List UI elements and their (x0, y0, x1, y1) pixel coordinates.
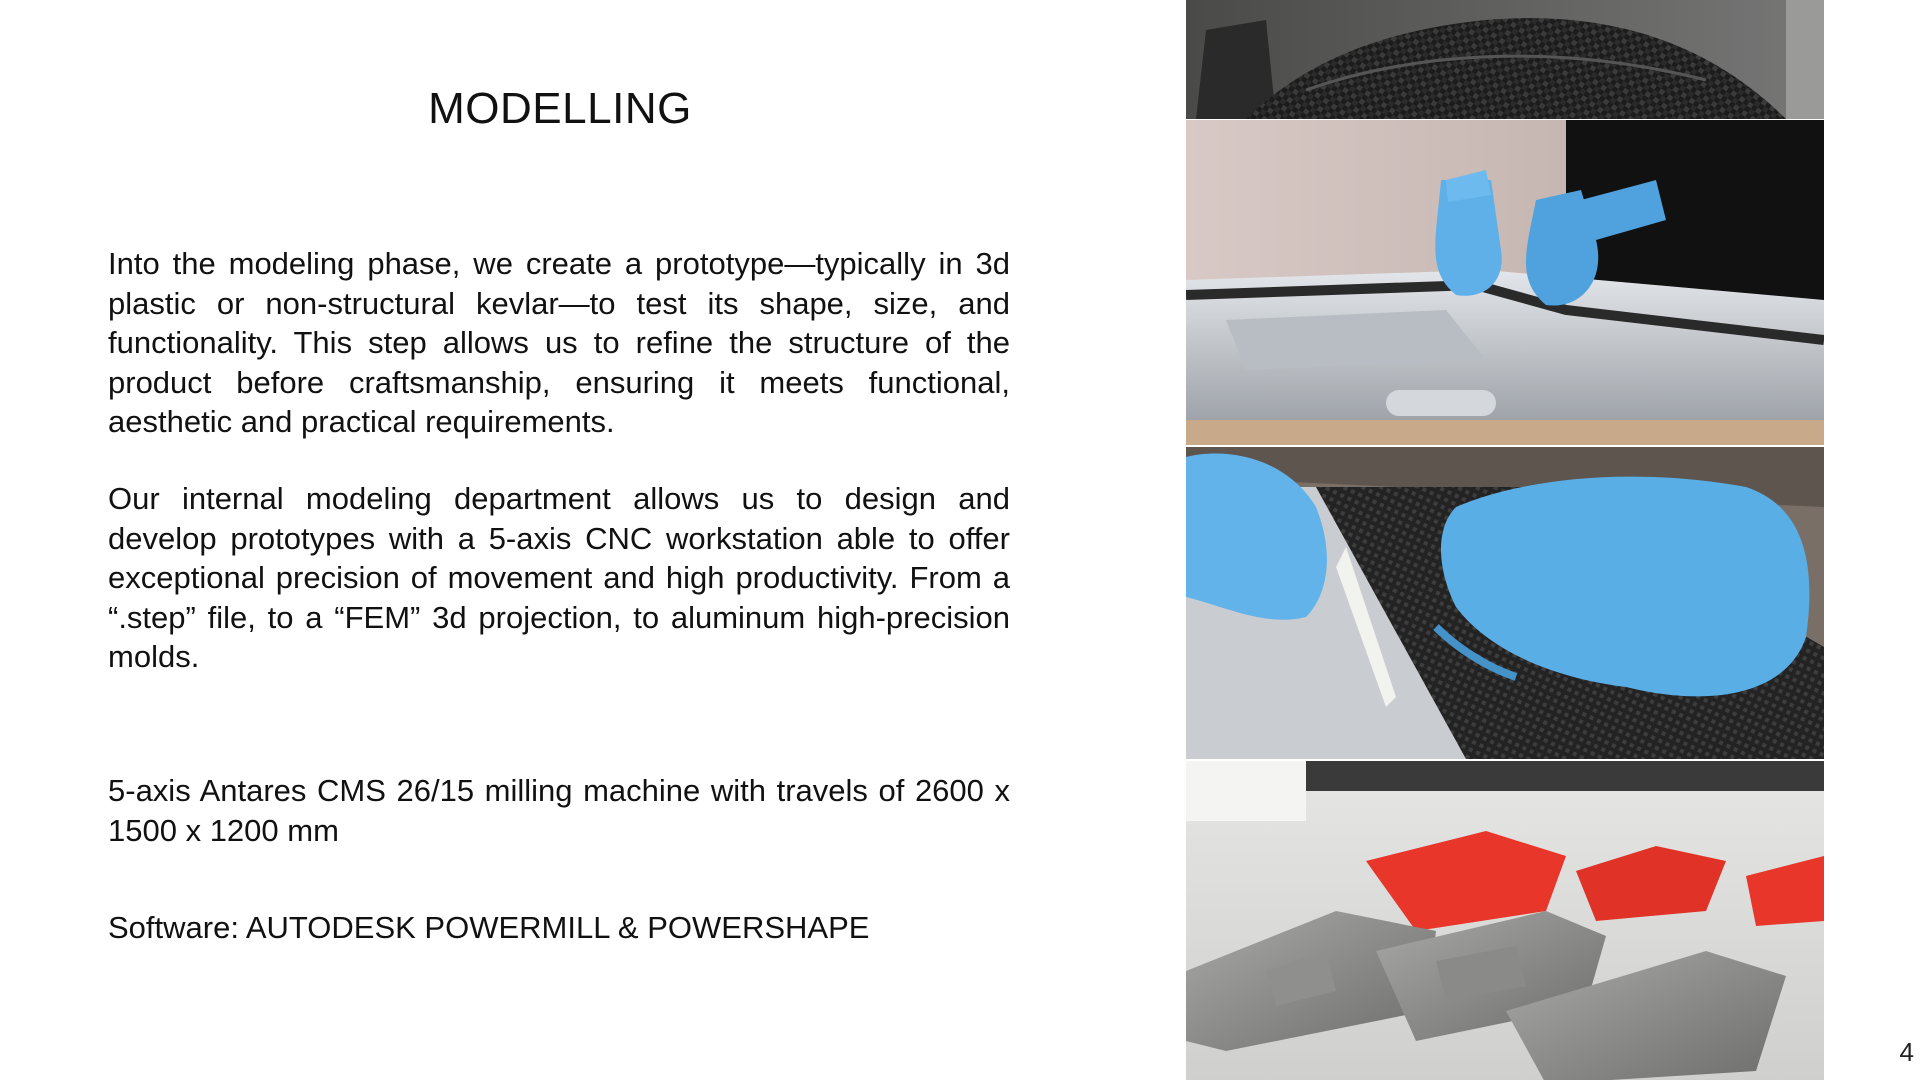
intro-paragraph: Into the modeling phase, we create a prototype—typically in 3d plastic or non-structural kevlar—to test its shape, size, and functionality. This step allows us to refine the structure of the product before craftsmanship, ensuring it meets functional, aesthetic and practical requirements. (108, 246, 1010, 439)
machine-paragraph: 5-axis Antares CMS 26/15 milling machine with travels of 2600 x 1500 x 1200 mm (108, 773, 1010, 848)
red-and-grey-molds-photo (1186, 761, 1824, 1080)
photo-column (1186, 0, 1826, 1080)
gloved-hands-aluminum-mold-photo (1186, 120, 1824, 445)
slide-title: MODELLING (428, 84, 692, 133)
gloved-hands-carbon-fabric-cutting-photo (1186, 447, 1824, 759)
department-paragraph: Our internal modeling department allows us to design and develop prototypes with a 5-axis CNC workstation able to offer exceptional precision of movement and high productivity. From a “.step” file, to a “FEM” 3d projection, to aluminum high-precision molds. (108, 481, 1010, 674)
page-number: 4 (1899, 1037, 1914, 1067)
software-paragraph: Software: AUTODESK POWERMILL & POWERSHAPE (108, 910, 870, 945)
carbon-fiber-layup-photo (1186, 0, 1824, 119)
